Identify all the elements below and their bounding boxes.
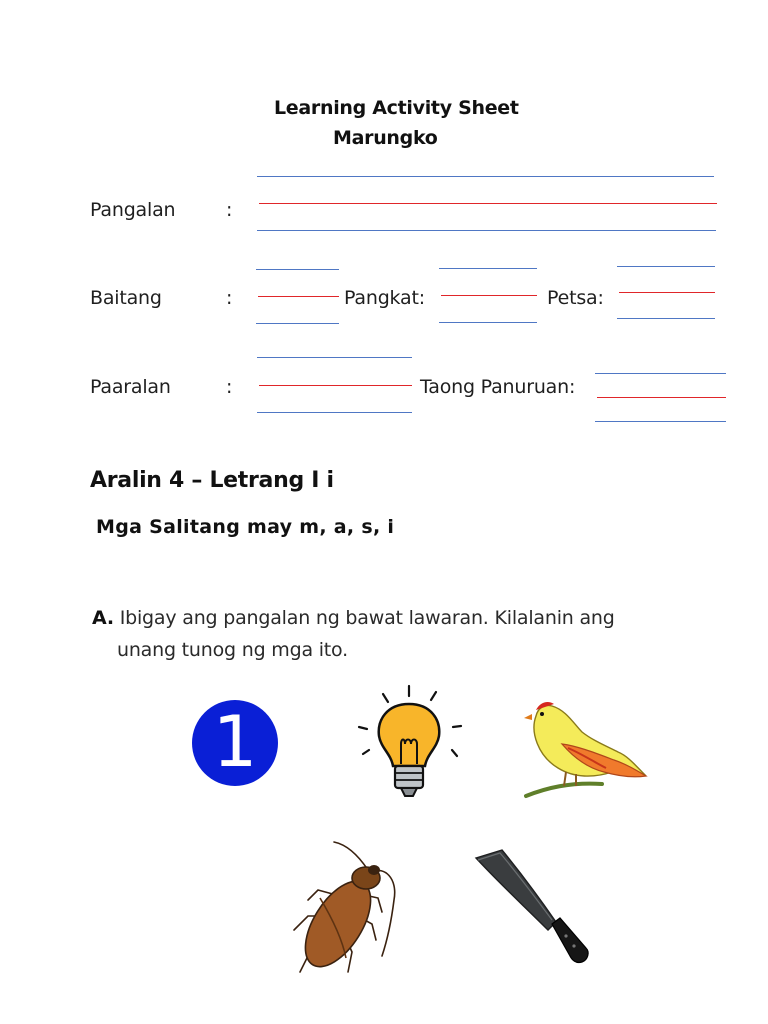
school-year-guide-top [595,373,726,374]
lesson-title: Aralin 4 – Letrang I i [90,468,334,493]
grade-label: Baitang [90,287,162,309]
school-year-label: Taong Panuruan: [420,376,576,398]
cockroach-icon [272,838,404,978]
school-colon: : [226,376,233,398]
school-guide-bottom [257,412,412,413]
grade-colon: : [226,287,233,309]
sheet-title: Learning Activity Sheet [274,97,519,119]
activity-line-2: unang tunog ng mga ito. [117,639,348,661]
name-colon: : [226,199,233,221]
section-guide-top [439,268,537,269]
machete-icon [472,848,596,972]
school-write-line[interactable] [259,385,412,386]
date-write-line[interactable] [619,292,715,293]
school-label: Paaralan [90,376,171,398]
name-label: Pangalan [90,199,176,221]
grade-write-line[interactable] [258,296,339,297]
activity-letter: A. [92,607,114,629]
section-write-line[interactable] [441,295,537,296]
date-label: Petsa: [547,287,604,309]
grade-guide-top [256,269,339,270]
activity-line-1: Ibigay ang pangalan ng bawat lawaran. Kilalanin ang [119,607,615,629]
bird-icon [522,696,648,800]
light-bulb-icon [353,682,465,804]
section-guide-bottom [439,322,537,323]
name-write-line[interactable] [259,203,717,204]
subject-title: Marungko [333,127,438,149]
grade-guide-bottom [256,323,339,324]
lesson-subtitle: Mga Salitang may m, a, s, i [96,516,395,538]
name-guide-top [257,176,714,177]
number-one-badge-text: 1 [212,701,258,783]
school-guide-top [257,357,412,358]
date-guide-bottom [617,318,715,319]
date-guide-top [617,266,715,267]
school-year-write-line[interactable] [597,397,726,398]
name-guide-bottom [257,230,716,231]
school-year-guide-bottom [595,421,726,422]
number-one-badge-icon [190,698,280,788]
section-label: Pangkat: [344,287,425,309]
activity-instruction [92,602,692,634]
